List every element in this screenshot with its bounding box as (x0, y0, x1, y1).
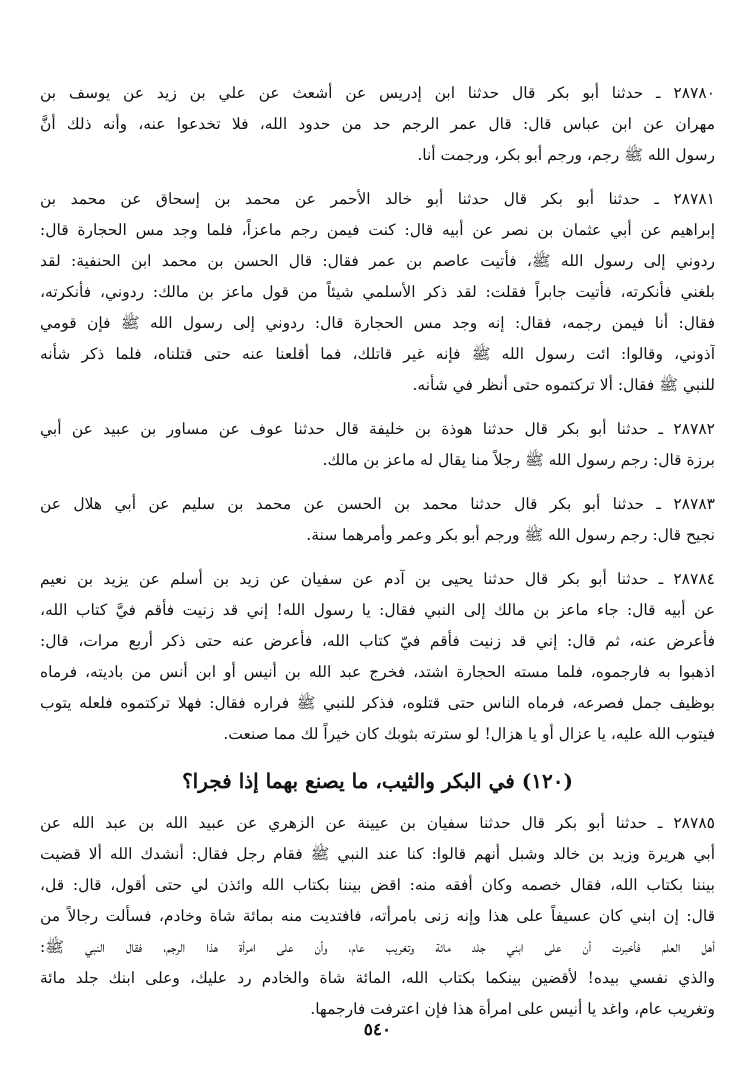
text-line: ٢٨٧٨٢ ـ حدثنا أبو بكر قال حدثنا هوذة بن خليفة قال حدثنا عوف عن مساور بن عبيد عن أبي (40, 420, 715, 438)
text-line: نجيح قال: رجم رسول الله ﷺ ورجم أبو بكر وعمر وأمرهما سنة. (306, 526, 715, 544)
text-line: رسول الله ﷺ رجم، ورجم أبو بكر، ورجمت أنا. (417, 146, 715, 164)
text-line: فقال: أنا فيمن رجمه، فقال: إنه وجد مس الحجارة قال: ردوني إلى رسول الله ﷺ فإن قومي (40, 314, 715, 332)
text-line: للنبي ﷺ فقال: ألا تركتموه حتى أنظر في شأنه. (412, 376, 715, 394)
text-line: فيتوب الله عليه، يا عزال أو يا هزال! لو سترته بثوبك كان خيراً لك مما صنعت. (223, 725, 715, 743)
text-line: أبي هريرة وزيد بن خالد وشبل أنهم قالوا: كنا عند النبي ﷺ فقام رجل فقال: أنشدك الله ألا قضيت (40, 845, 715, 863)
hadith-entry-28781 (40, 184, 715, 401)
hadith-entry-28782 (40, 414, 715, 476)
text-line: آذوني، وقالوا: ائت رسول الله ﷺ فإنه غير قاتلك، فما أقلعنا عنه حتى قتلناه، فلما ذكر شأنه (40, 345, 715, 363)
chapter-heading: (١٢٠) في البكر والثيب، ما يصنع بهما إذا فجرا؟ (182, 769, 573, 793)
hadith-entry-28783 (40, 489, 715, 551)
text-line: بوظيف جمل فصرعه، فرماه الناس حتى قتلوه، فذكر للنبي ﷺ فراره فقال: فهلا تركتموه فلعله يتوب (40, 694, 715, 712)
hadith-entry-28784 (40, 564, 715, 750)
text-line: وتغريب عام، واغد يا أنيس على امرأة هذا فإن اعترفت فارجمها. (310, 1000, 715, 1018)
text-line: ٢٨٧٨٣ ـ حدثنا أبو بكر قال حدثنا محمد بن الحسن عن محمد بن سليم عن أبي هلال عن (40, 495, 715, 513)
text-line: اذهبوا به فارجموه، فلما مسته الحجارة اشتد، فخرج عبد الله بن أنيس أو ابن أنس من باديته، فرماه (40, 663, 715, 681)
text-line: ٢٨٧٨١ ـ حدثنا أبو بكر قال حدثنا أبو خالد الأحمر عن محمد بن إسحاق عن محمد بن (40, 190, 715, 208)
text-line: بلغني فأنكرته، فأتيت جابراً فقلت: لقد ذكر الأسلمي شيئاً من قول ماعز بن مالك: ردوني، فأنكرته، (40, 283, 715, 301)
text-line: والذي نفسي بيده! لأقضين بينكما بكتاب الله، المائة شاة والخادم رد عليك، وعلى ابنك جلد مائة (40, 969, 715, 987)
page-number: ٥٤٠ (363, 1020, 392, 1040)
text-line: ٢٨٧٨٥ ـ حدثنا أبو بكر قال حدثنا سفيان بن عيينة عن الزهري عن عبيد الله بن عبد الله عن (40, 814, 715, 832)
text-line: ٢٨٧٨٠ ـ حدثنا أبو بكر قال حدثنا ابن إدريس عن أشعث عن علي بن زيد عن يوسف بن (40, 84, 715, 102)
text-line: ٢٨٧٨٤ ـ حدثنا أبو بكر قال حدثنا يحيى بن آدم عن سفيان عن زيد بن أسلم عن يزيد بن نعيم (40, 570, 715, 588)
text-line: أهل العلم فأخبرت أن على ابني جلد مائة وتغريب عام، وأن على امرأة هذا الرجم، فقال النبي ﷺ: (40, 938, 715, 956)
hadith-entry-28785 (40, 808, 715, 1025)
text-line: مهران عن ابن عباس قال: قال عمر الرجم حد من حدود الله، فلا تخدعوا عنه، وأنه ذلك أنَّ (40, 115, 715, 133)
text-line: بيننا بكتاب الله، فقال خصمه وكان أفقه منه: اقض بيننا بكتاب الله وائذن لي حتى أقول، قال: قل، (40, 876, 715, 894)
text-line: إبراهيم عن أبي عثمان بن نصر عن أبيه قال: كنت فيمن رجم ماعزاً، فلما وجد مس الحجارة قال: (40, 221, 715, 239)
text-line: عن أبيه قال: جاء ماعز بن مالك إلى النبي فقال: يا رسول الله! إني قد زنيت فأقم فيَّ كتاب الله، (40, 601, 715, 619)
text-line: برزة قال: رجم رسول الله ﷺ رجلاً منا يقال له ماعز بن مالك. (322, 451, 715, 469)
text-line: قال: إن ابني كان عسيفاً على هذا وإنه زنى بامرأته، فافتديت منه بمائة شاة وخادم، فسألت رجالاً من (40, 907, 715, 925)
hadith-entry-28780 (40, 78, 715, 171)
text-line: فأعرض عنه، ثم قال: إني قد زنيت فأقم فيّ كتاب الله، فأعرض عنه حتى ذكر أربع مرات، قال: (40, 632, 715, 650)
text-line: ردوني إلى رسول الله ﷺ، فأتيت عاصم بن عمر فقال: قال الحسن بن محمد ابن الحنفية: لقد (40, 252, 715, 270)
